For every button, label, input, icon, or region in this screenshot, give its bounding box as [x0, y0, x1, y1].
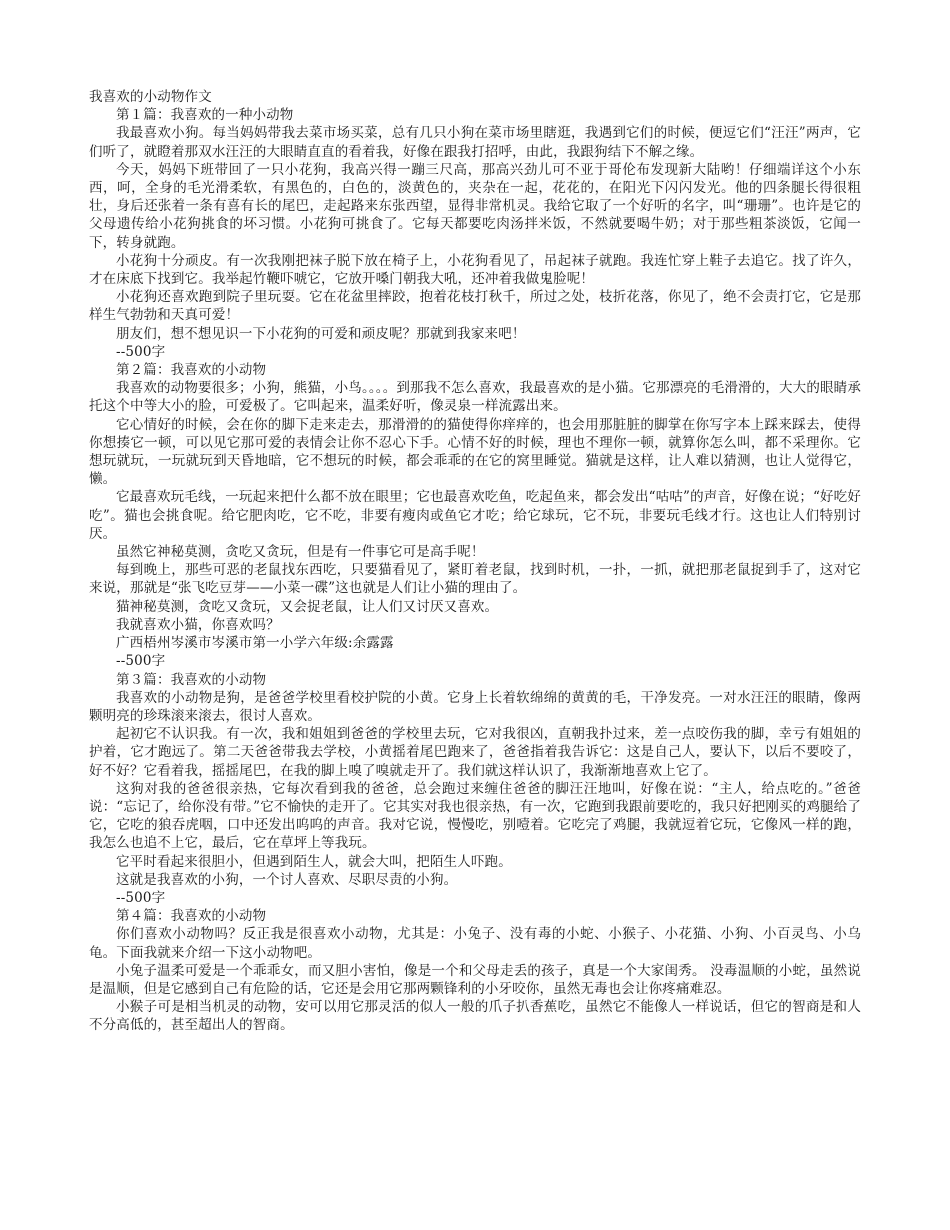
paragraph: 起初它不认识我。有一次，我和姐姐到爸爸的学校里去玩，它对我很凶，直朝我扑过来，差一点咬伤我的脚，幸亏有姐姐的护着，它才跑远了。第二天爸爸带我去学校，小黄摇着尾巴跑来了，爸爸指着我告诉它：这是自己人，要认下，以后不要咬了，好不好？它看着我，摇摇尾巴，在我的脚上嗅了嗅就走开了。我们就这样认识了，我渐渐地喜欢上它了。 [89, 726, 861, 779]
paragraph: 小花狗十分顽皮。有一次我刚把袜子脱下放在椅子上，小花狗看见了，吊起袜子就跑。我连忙穿上鞋子去追它。找了许久，才在床底下找到它。我举起竹鞭吓唬它，它放开嗓门朝我大吼，还冲着我做鬼脸呢！ [89, 252, 861, 288]
paragraph: 今天，妈妈下班带回了一只小花狗，我高兴得一蹦三尺高，那高兴劲儿可不亚于哥伦布发现新大陆哟！仔细端详这个小东西，呵，全身的毛光滑柔软，有黑色的，白色的，淡黄色的，夹杂在一起，花花的，在阳光下闪闪发光。他的四条腿长得很粗壮，身后还张着一条有喜有长的尾巴，走起路来东张西望，显得非常机灵。我给它取了一个好听的名字，叫“珊珊”。也许是它的父母遗传给小花狗挑食的坏习惯。小花狗可挑食了。它每天都要吃肉汤拌米饭，不然就要喝牛奶；对于那些粗茶淡饭，它闻一下，转身就跑。 [89, 161, 861, 251]
paragraph: 朋友们，想不想见识一下小花狗的可爱和顽皮呢？那就到我家来吧！ [116, 325, 526, 342]
paragraph: --500字 [116, 889, 166, 906]
paragraph: 猫神秘莫测，贪吃又贪玩，又会捉老鼠，让人们又讨厌又喜欢。 [116, 598, 499, 615]
paragraph: 你们喜欢小动物吗？反正我是很喜欢小动物，尤其是：小兔子、没有毒的小蛇、小猴子、小花猫、小狗、小百灵鸟、小乌龟。下面我就来介绍一下这小动物吧。 [89, 926, 861, 961]
paragraph: 第３篇：我喜欢的小动物 [116, 671, 267, 688]
document-body [89, 88, 861, 1035]
paragraph: 我喜欢的小动物是狗，是爸爸学校里看校护院的小黄。它身上长着软绵绵的黄黄的毛，干净发亮。一对水汪汪的眼睛，像两颗明亮的珍珠滚来滚去，很讨人喜欢。 [89, 689, 861, 724]
paragraph: 这就是我喜欢的小狗，一个讨人喜欢、尽职尽责的小狗。 [116, 871, 458, 888]
paragraph: 它平时看起来很胆小，但遇到陌生人，就会大叫，把陌生人吓跑。 [116, 853, 512, 870]
paragraph: 我喜欢的动物要很多；小狗，熊猫，小鸟。。。。到那我不怎么喜欢，我最喜欢的是小猫。它那漂亮的毛滑滑的，大大的眼睛承托这个中等大小的脸，可爱极了。它叫起来，温柔好听，像灵泉一样流露出来。 [89, 380, 861, 415]
paragraph: --500字 [116, 343, 166, 360]
paragraph: 我就喜欢小猫，你喜欢吗？ [116, 616, 280, 633]
paragraph: 小兔子温柔可爱是一个乖乖女，而又胆小害怕，像是一个和父母走丢的孩子，真是一个大家闺秀。 没毒温顺的小蛇，虽然说是温顺，但是它感到自己有危险的话，它还是会用它那两颗锋利的小牙咬你，虽然无毒也会让你疼痛难忍。 [89, 962, 861, 997]
paragraph: 每到晚上，那些可恶的老鼠找东西吃，只要猫看见了，紧盯着老鼠，找到时机，一扑，一抓，就把那老鼠捉到手了，这对它来说，那就是“张飞吃豆芽——小菜一碟”这也就是人们让小猫的理由了。 [89, 562, 861, 597]
paragraph: 第１篇：我喜欢的一种小动物 [116, 107, 294, 124]
paragraph: 虽然它神秘莫测，贪吃又贪玩，但是有一件事它可是高手呢！ [116, 544, 485, 561]
document-paragraphs [89, 106, 861, 1034]
paragraph: --500字 [116, 653, 166, 670]
paragraph: 它最喜欢玩毛线，一玩起来把什么都不放在眼里；它也最喜欢吃鱼，吃起鱼来，都会发出“咕咕”的声音，好像在说；“好吃好吃”。猫也会挑食呢。给它肥肉吃，它不吃，非要有瘦肉或鱼它才吃；给它球玩，它不玩，非要玩毛线才行。这也让人们特别讨厌。 [89, 489, 861, 542]
document-title: 我喜欢的小动物作文 [89, 89, 212, 105]
paragraph: 第２篇：我喜欢的小动物 [116, 362, 267, 379]
paragraph: 这狗对我的爸爸很亲热，它每次看到我的爸爸，总会跑过来缠住爸爸的脚汪汪地叫，好像在说：“主人，给点吃的。”爸爸说：“忘记了，给你没有带。”它不愉快的走开了。它其实对我也很亲热，有一次，它跑到我跟前要吃的，我只好把刚买的鸡腿给了它，它吃的狼吞虎咽，口中还发出呜呜的声音。我对它说，慢慢吃，别噎着。它吃完了鸡腿，我就逗着它玩，它像风一样的跑，我怎么也追不上它，最后，它在草坪上等我玩。 [89, 780, 861, 852]
paragraph: 小猴子可是相当机灵的动物，安可以用它那灵活的似人一般的爪子扒香蕉吃，虽然它不能像人一样说话，但它的智商是和人不分高低的，甚至超出人的智商。 [89, 999, 861, 1034]
paragraph: 第４篇：我喜欢的小动物 [116, 908, 267, 925]
paragraph: 小花狗还喜欢跑到院子里玩耍。它在花盆里摔跤，抱着花枝打秋千，所过之处，枝折花落，你见了，绝不会责打它，它是那样生气勃勃和天真可爱！ [89, 289, 861, 324]
paragraph: 广西梧州岑溪市岑溪市第一小学六年级:余露露 [116, 635, 394, 652]
paragraph: 它心情好的时候，会在你的脚下走来走去，那滑滑的的猫使得你痒痒的，也会用那脏脏的脚掌在你写字本上踩来踩去，使得你想揍它一顿，可以见它那可爱的表情会让你不忍心下手。心情不好的时候，理也不理你一顿，就算你怎么叫，都不采理你。它想玩就玩，一玩就玩到天昏地暗，它不想玩的时候，都会乖乖的在它的窝里睡觉。猫就是这样，让人难以猜测，也让人觉得它，懒。 [89, 416, 861, 488]
paragraph: 我最喜欢小狗。每当妈妈带我去菜市场买菜，总有几只小狗在菜市场里瞎逛，我遇到它们的时候，便逗它们“汪汪”两声，它们听了，就瞪着那双水汪汪的大眼睛直直的看着我，好像在跟我打招呼，由此，我跟狗结下不解之缘。 [89, 125, 861, 160]
